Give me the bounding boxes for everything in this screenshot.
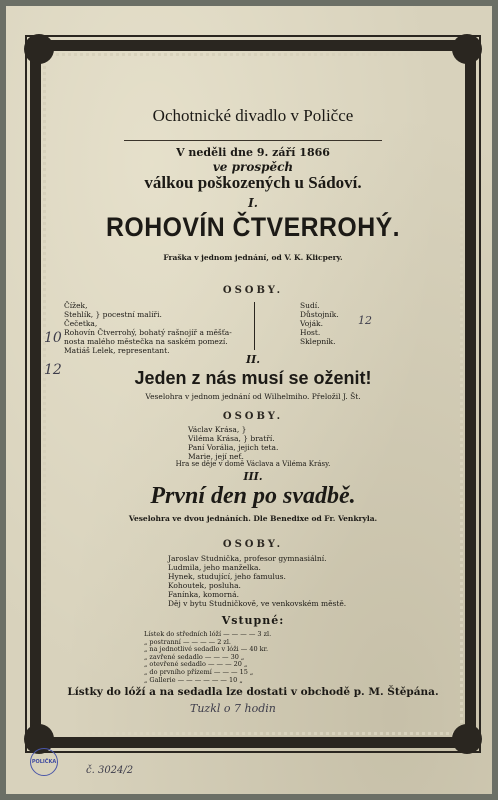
handwritten-number: 12 [358,314,372,327]
price-row: „ postranní — — — — 2 zl. [144,637,231,646]
cast-line: Stehlík, } pocestní malíři. [64,310,162,319]
cast-line: Fanínka, komorná. [168,590,239,599]
handwritten-number: 12 [44,362,62,378]
cast-line: Kohoutek, posluha. [168,581,241,590]
cast-divider [254,302,255,350]
price-row: „ na jednotlivé sedadlo v lóži — 40 kr. [144,645,269,654]
play1-number: I. [248,196,258,210]
corner-ornament [452,34,482,64]
library-stamp: POLIČKA [30,748,58,776]
corner-ornament [452,724,482,754]
date-line: V neděli dne 9. září 1866 [176,146,330,159]
divider [124,140,382,141]
cast-line: Hynek, studující, jeho famulus. [168,572,286,581]
cast-line: Sudí. [300,301,320,310]
play1-subtitle: Fraška v jednom jednání, od V. K. Klicpery. [163,253,343,262]
cast-line: Paní Vorália, jejich teta. [188,443,279,452]
cast-line: Host. [300,328,321,337]
cast-line: Jaroslav Studnička, profesor gymnasiální. [168,554,327,563]
price-row: „ do prvního přízemí — — — 15 „ [144,667,254,676]
play1-cast-left [64,301,232,355]
catalog-number: č. 3024/2 [86,765,134,776]
price-row: „ zavřené sedadlo — — — 30 „ [144,652,245,661]
admission-prices [144,631,271,684]
cast-line: Rohovín Čtverrohý, bohatý rašnojíř a měšťa- [64,328,232,337]
play3-number: III. [243,470,263,483]
beneficiary: válkou poškozených u Sádoví. [144,173,362,192]
play3-title: První den po svadbě. [150,483,356,509]
cast-line: Děj v bytu Studničkově, ve venkovském městě. [168,599,347,608]
cast-line: Důstojník. [300,310,339,319]
cast-line: Čížek, [64,301,88,310]
admission-heading: Vstupné: [221,614,285,627]
poster-content [64,80,442,712]
cast-line: Matiáš Lelek, representant. [64,346,170,355]
play2-title: Jeden z nás musí se oženit! [134,368,372,388]
play2-setting: Hra se děje v domě Václava a Viléma Krásy. [175,460,331,468]
cast-line: Sklepník. [300,337,336,346]
cast-line: nosta malého městečka na saském pomezí. [64,337,228,346]
play2-cast-heading: OSOBY. [222,411,284,422]
cast-line: Marie, její neť. [188,452,244,461]
benefit-prefix: ve prospěch [212,160,294,174]
play3-cast [168,554,346,608]
cast-line: Čečetka, [64,319,98,328]
cast-line: Ludmila, jeho manželka. [168,563,261,572]
price-row: Lístek do středních lóží — — — — 3 zl. [144,630,272,638]
corner-ornament [24,34,54,64]
play1-cast-right [300,301,339,346]
handwritten-number: 10 [44,330,62,346]
play3-cast-heading: OSOBY. [222,539,284,550]
price-row: „ otevřené sedadlo — — — 20 „ [144,660,248,669]
ticket-sales-note: Lístky do lóží a na sedadla lze dostati v obchodě p. M. Štěpána. [67,686,439,698]
play2-subtitle: Veselohra v jednom jednání od Wilhelmiho. Přeložil J. Št. [145,392,361,401]
play2-cast [188,425,278,461]
handwritten-note: Tuzkl o 7 hodin [190,702,276,715]
cast-line: Václav Krása, } [188,425,247,434]
price-row: „ Gallerie — — — — — — 10 „ [144,675,243,684]
cast-line: Viléma Krása, } bratří. [188,434,275,443]
play3-subtitle: Veselohra ve dvou jednáních. Dle Benedixe od Fr. Venkryla. [128,514,378,523]
cast-line: Voják. [300,319,323,328]
play1-cast-heading: OSOBY. [222,285,284,296]
play1-title: ROHOVÍN ČTVERROHÝ. [106,212,400,242]
play2-number: II. [245,353,261,366]
theatre-title: Ochotnické divadlo v Poličce [152,106,354,125]
